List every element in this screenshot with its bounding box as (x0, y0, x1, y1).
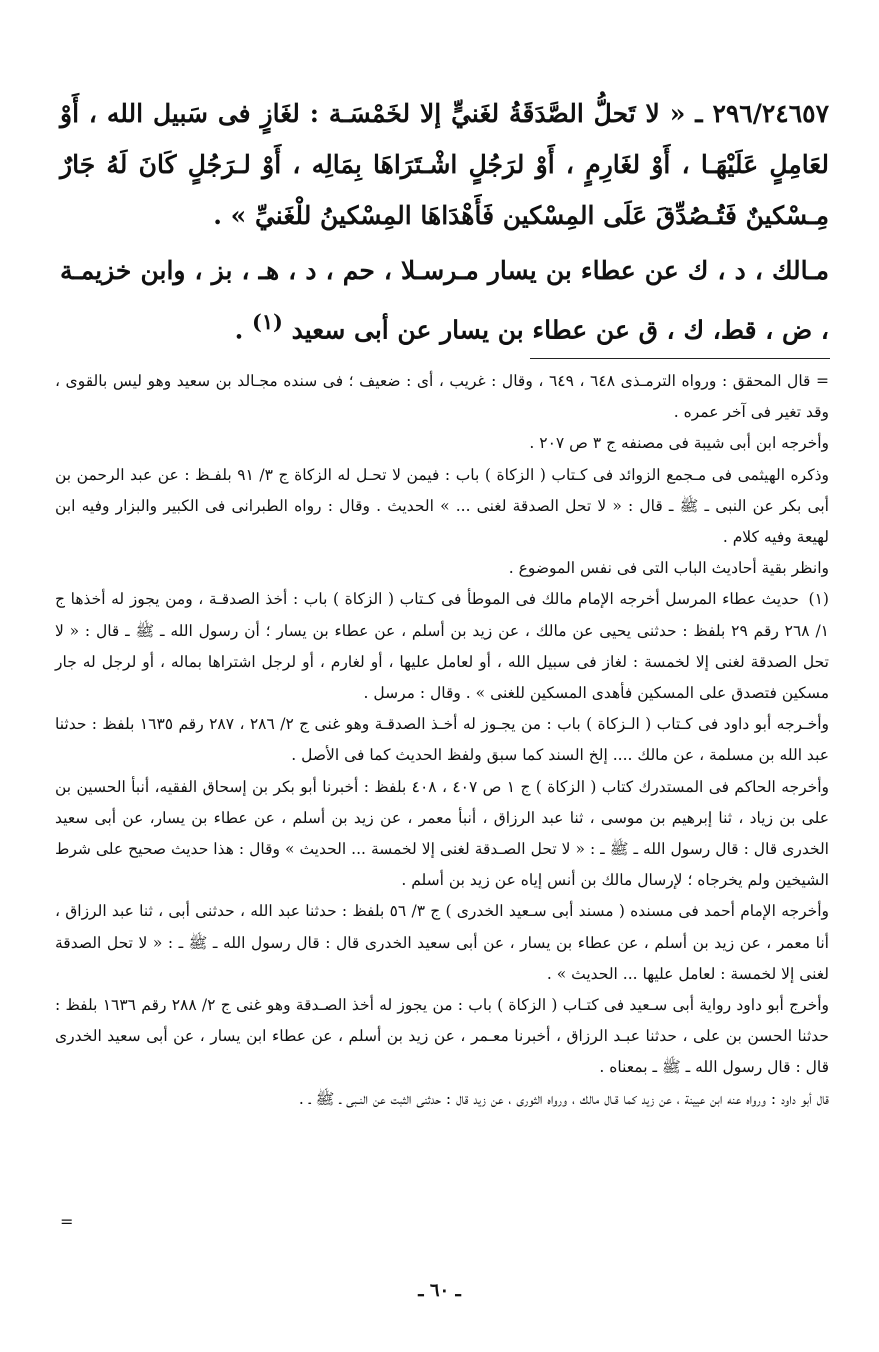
footnote-paragraph: وأخرجه الإمام أحمد فى مسنده ( مسند أبى سـعيد الخدرى ) ج ٣/ ٥٦ بلفظ : حدثنا عبد الله ، حدثنى أبى ، ثنا عبد الرزاق ، أنا معمر ، عن زيد بن أسلم ، عن عطاء بن يسار ، عن أبى سعيد الخدرى قال : قال رسول الله ـ ﷺ ـ : « لا تحل الصدقة لغنى إلا لخمسة : لعامل عليها ... الحديث » . (55, 902, 830, 983)
hadith-sources-text: مـالك ، د ، ك عن عطاء بن يسار مـرسـلا ، حم ، د ، هـ ، بز ، وابن خزيمـة ، ض ، قط، ك ، ق عن عطاء بن يسار عن أبى سعيد (60, 256, 829, 345)
footnote-paragraph: وذكره الهيثمى فى مـجمع الزوائد فى كـتاب ( الزكاة ) باب : فيمن لا تحـل له الزكاة ج ٣/ ٩١ بلفـظ : عن عبد الرحمن بن أبى بكر عن النبى ـ ﷺ ـ قال : « لا تحل الصدقة لغنى ... » الحديث . وقال : رواه الطبرانى فى الكبير والبزار وفيه ابن لهيعة وفيه كلام . (55, 465, 829, 547)
footnotes-block (55, 366, 829, 1115)
footnote-paragraph: وانظر بقية أحاديث الباب التى فى نفس الموضوع . (508, 559, 829, 578)
continued-mark: = (60, 1212, 74, 1231)
hadith-text: ٢٩٦/٢٤٦٥٧ ـ « لا تَحلُّ الصَّدَقَةُ لغَنيٍّ إلا لخَمْسَـة : لغَازٍ فى سَبيل الله ، أَوْ لعَامِلٍ عَلَيْهَـا ، أَوْ لغَارِمٍ ، أَوْ لرَجُلٍ اشْـتَرَاهَا بِمَالِه ، أَوْ لـرَجُلٍ كَانَ لَهُ جَارٌ مِـسْكينٌ فَتُـصُدِّقَ عَلَى المِسْكين فَأَهْدَاهَا المِسْكينُ للْغَنيِّ » . (60, 99, 829, 230)
footnote-paragraph: وأخـرجه أبو داود فى كـتاب ( الـزكاة ) باب : من يجـوز له أخـذ الصدقـة وهو غنى ج ٢/ ٢٨٦ ، ٢٨٧ رقم ١٦٣٥ بلفظ : حدثنا عبد الله بن مسلمة ، عن مالك .... إلخ السند كما سبق ولفظ الحديث كما فى الأصل . (55, 715, 830, 765)
footnote-number: (١) (808, 590, 829, 609)
footnote-1-text: حديث عطاء المرسل أخرجه الإمام مالك فى الموطأ فى كـتاب ( الزكاة ) باب : أخذ الصدقـة ، ومن يجوز له أخذها ج ١/ ٢٦٨ رقم ٢٩ بلفظ : حدثنى يحيى عن مالك ، عن زيد بن أسلم ، عن عطاء بن يسار ؛ أن رسول الله ـ ﷺ ـ قال : « لا تحل الصدقة لغنى إلا لخمسة : لغاز فى سبيل الله ، أو لعامل عليها ، أو لغارم ، أو لرجل اشتراها بماله ، أو لرجل له جار مسكين فتصدق على المسكين فأهدى المسكين للغنى » . وقال : مرسل . (55, 590, 829, 703)
footnote-paragraph: وأخرجه الحاكم فى المستدرك كتاب ( الزكاة ) ج ١ ص ٤٠٧ ، ٤٠٨ بلفظ : أخبرنا أبو بكر بن إسحاق الفقيه، أنبأ الحسين بن على بن زياد ، ثنا إبرهيم بن موسى ، ثنا عبد الرزاق ، أنبأ معمر ، عن زيد بن أسلم ، عن عطاء بن يسار، عن أبى سعيد الخدرى قال : قال رسول الله ـ ﷺ ـ : « لا تحل الصـدقة لغنى إلا لخمسة ... الحديث » وقال : هذا حديث صحيح على شرط الشيخين ولم يخرجاه ؛ لإرسال مالك بن أنس إياه عن زيد بن أسلم . (55, 777, 830, 890)
footnote-ref: (١) (251, 309, 283, 334)
footnote-paragraph: وأخرج أبو داود رواية أبى سـعيد فى كتـاب ( الزكاة ) باب : من يجوز له أخذ الصـدقة وهو غنى ج ٢/ ٢٨٨ رقم ١٦٣٦ بلفظ : حدثنا الحسن بن على ، حدثنا عبـد الرزاق ، أخبرنا معـمر ، عن زيد بن أسلم ، عن عطاء ابن يسار ، عن أبى سعيد الخدرى قال : قال رسول الله ـ ﷺ ـ بمعناه . (55, 996, 830, 1077)
hadith-block (60, 88, 829, 355)
footnote-paragraph: = قال المحقق : ورواه الترمـذى ٦٤٨ ، ٦٤٩ ، وقال : غريب ، أى : ضعيف ؛ فى سنده مجـالد بن سعيد وهو ليس بالقوى ، وقد تغير فى آخر عمره . (55, 372, 829, 422)
footnote-paragraph: وأخرجه ابن أبى شيبة فى مصنفه ج ٣ ص ٢٠٧ . (529, 434, 829, 453)
footnote-separator (530, 358, 830, 359)
footnote-1 (55, 584, 829, 709)
footnote-paragraph: قال أبو داود : ورواه عنه ابن عيينة ، عن زيد كما قـال مالك ، ورواه الثورى ، عن زيد قال : حدثنى الثبت عن النـبى ـ ﷺ ـ . (298, 1089, 829, 1108)
hadith-sources: مـالك ، د ، ك عن عطاء بن يسار مـرسـلا ، حم ، د ، هـ ، بز ، وابن خزيمـة ، ض ، قط، ك ، ق عن عطاء بن يسار عن أبى سعيد $^{(١)}$ . (60, 256, 829, 345)
page-number: ـ ٦٠ ـ (418, 1280, 461, 1301)
